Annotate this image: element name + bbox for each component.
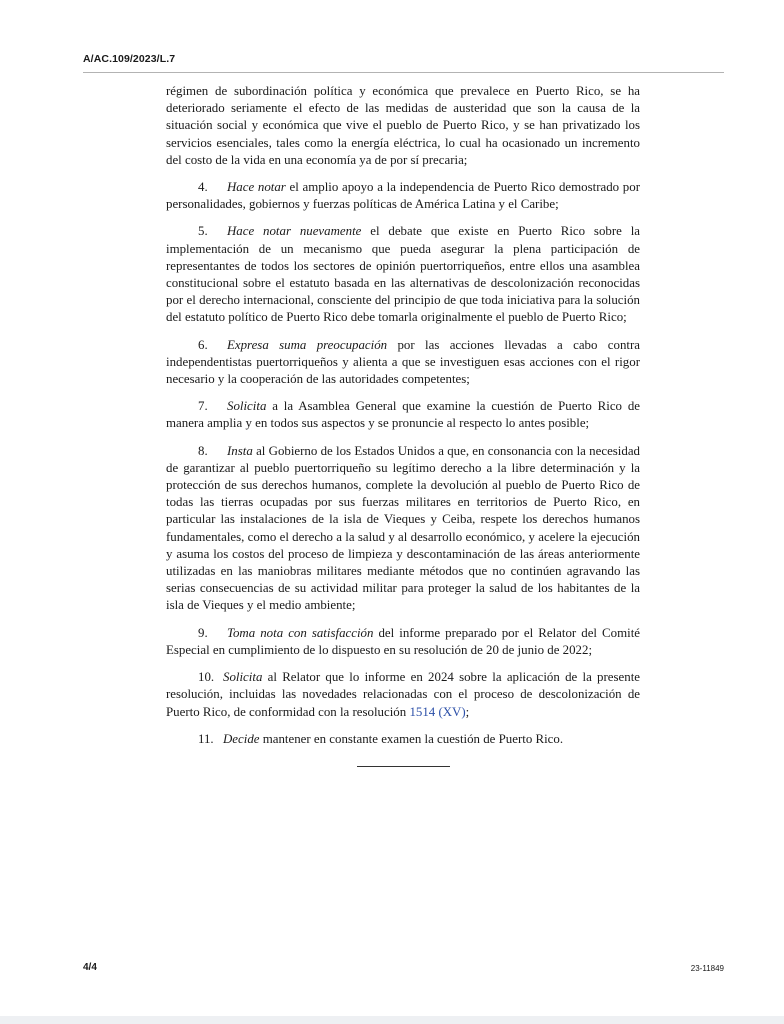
paragraph-6 [166, 337, 640, 389]
operative-verb: Solicita [227, 399, 267, 414]
paragraph-7 [166, 398, 640, 432]
paragraph-text: al Relator que lo informe en 2024 sobre la aplicación de la presente resolución, incluidas las novedades relacionadas con el proceso de descolonización de Puerto Rico, de conformidad con la resolución [166, 670, 640, 719]
document-symbol: A/AC.109/2023/L.7 [83, 53, 176, 65]
page-edge [0, 1016, 784, 1024]
paragraph-text: al Gobierno de los Estados Unidos a que, en consonancia con la necesidad de garantizar al pueblo puertorriqueño su legítimo derecho a la libre determinación y la protección de sus derechos humanos, complete la devolución al pueblo de Puerto Rico de todas las tierras ocupadas por sus fuerzas militares en territorios de Puerto Rico, en particular las instalaciones de la isla de Vieques y Ceiba, respete los derechos humanos fundamentales, como el derecho a la salud y al desarrollo económico, y acelere la ejecución y asuma los costos del proceso de limpieza y descontaminación de las áreas anteriormente utilizadas en las maniobras militares mediante métodos que no continúen agravando las serias consecuencias de su actividad militar para proteger la salud de los habitantes de la isla de Vieques y el medio ambiente; [166, 443, 640, 613]
document-number: 23-11849 [690, 964, 724, 973]
paragraph-9 [166, 625, 640, 659]
operative-verb: Hace notar [227, 180, 286, 195]
paragraph-text: mantener en constante examen la cuestión de Puerto Rico. [259, 731, 564, 746]
paragraph-11 [166, 731, 640, 748]
paragraph-text-end: ; [465, 704, 470, 719]
paragraph-number: 4. [198, 180, 208, 195]
paragraph-number: 10. [198, 670, 215, 685]
paragraph-number: 11. [198, 731, 214, 746]
paragraph-text: a la Asamblea General que examine la cuestión de Puerto Rico de manera amplia y en todos sus aspectos y se pronuncie al respecto lo antes posible; [166, 399, 640, 431]
intro-paragraph: régimen de subordinación política y económica que prevalece en Puerto Rico, se ha deteriorado seriamente el efecto de las medidas de austeridad que son la causa de la situación social y económica que vive el pueblo de Puerto Rico, y se han privatizado los servicios esenciales, tales como la energía eléctrica, lo cual ha ocasionado un incremento del costo de la vida en una economía ya de por sí precaria; [166, 84, 640, 167]
paragraph-number: 9. [198, 625, 208, 640]
paragraph-number: 5. [198, 224, 208, 239]
paragraph-number: 6. [198, 337, 208, 352]
paragraph-text: el debate que existe en Puerto Rico sobre la implementación de un mecanismo que pueda asegurar la plena participación de representantes de todos los sectores de opinión puertorriqueños, entre ellos una asamblea constitucional sobre el estatuto basada en las alternativas de descolonización reconocidas por el derecho internacional, consciente del principio de que toda iniciativa para la solución del estatuto político de Puerto Rico debe tomarla originalmente el pueblo de Puerto Rico; [166, 224, 640, 325]
resolution-link[interactable]: 1514 (XV) [409, 704, 466, 719]
paragraph-text: del informe preparado por el Relator del Comité Especial en cumplimiento de lo dispuesto en su resolución de 20 de junio de 2022; [166, 625, 641, 657]
end-rule [357, 766, 450, 767]
header-rule [83, 72, 724, 73]
paragraph-5 [166, 223, 640, 326]
paragraph-number: 8. [198, 443, 208, 458]
paragraph-8 [166, 443, 640, 615]
paragraph-4 [166, 179, 640, 213]
operative-verb: Hace notar nuevamente [227, 224, 362, 239]
paragraph-number: 7. [198, 399, 208, 414]
operative-verb: Decide [223, 731, 260, 746]
operative-verb: Insta [227, 443, 253, 458]
paragraph-10 [166, 669, 640, 721]
page-number: 4/4 [83, 962, 97, 973]
paragraph-text: por las acciones llevadas a cabo contra independentistas puertorriqueños y alienta a que se investiguen esas acciones con el rigor necesario y la cooperación de las autoridades competentes; [166, 337, 641, 387]
resolution-body [166, 83, 640, 758]
operative-verb: Expresa suma preocupación [227, 337, 388, 352]
operative-verb: Solicita [223, 670, 263, 685]
operative-verb: Toma nota con satisfacción [227, 625, 374, 640]
paragraph-text: el amplio apoyo a la independencia de Puerto Rico demostrado por personalidades, gobiernos y fuerzas políticas de América Latina y el Caribe; [166, 180, 640, 212]
